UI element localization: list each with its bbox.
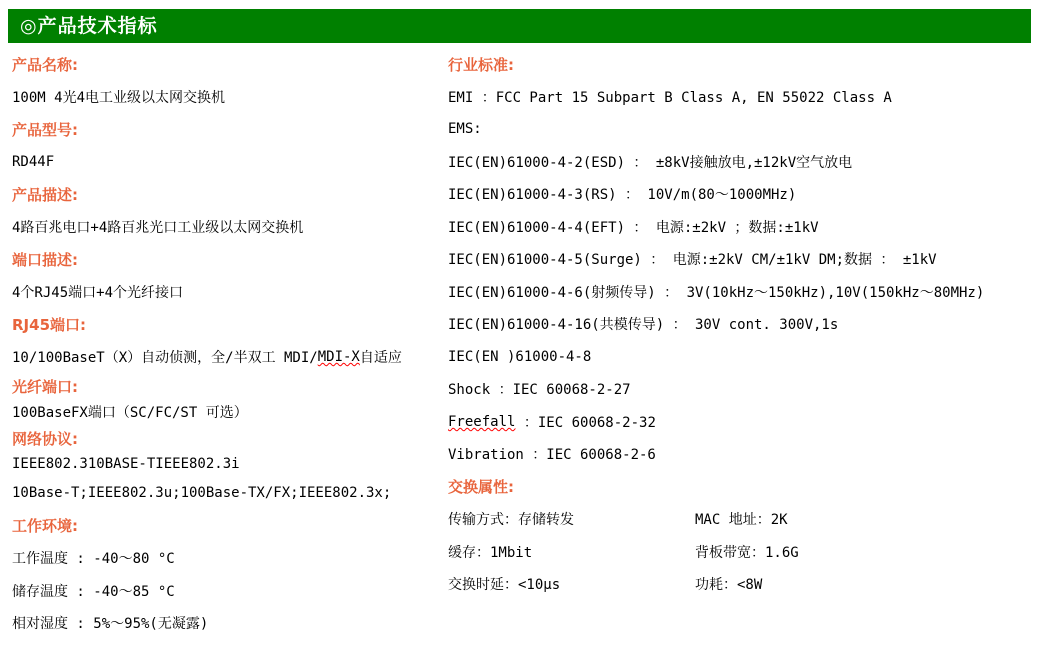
attribute-right: 背板带宽：1.6G	[695, 544, 799, 561]
spec-line: EMS:	[448, 121, 482, 138]
section-heading: 光纤端口:	[12, 377, 78, 396]
section-heading: 产品名称:	[12, 55, 78, 74]
spec-line	[448, 568, 1042, 601]
spec-line: IEC(EN)61000-4-3(RS) ： 10V/m(80～1000MHz)	[448, 187, 797, 204]
attribute-right: 功耗：<8W	[695, 577, 763, 594]
spec-line: IEC(EN )61000-4-8	[448, 348, 592, 365]
spec-line: Shock ：IEC 60068-2-27	[448, 382, 631, 399]
spec-line: 相对湿度 : 5%～95%(无凝露)	[12, 616, 209, 633]
section-heading: 端口描述:	[12, 250, 78, 269]
spec-line	[448, 406, 1042, 439]
section-heading: 网络协议:	[12, 429, 78, 448]
spec-text: ：IEC 60068-2-32	[515, 414, 656, 431]
spec-line	[448, 536, 1042, 569]
spec-line: 工作温度 : -40～80 °C	[12, 551, 175, 568]
attribute-left: 缓存：1Mbit	[448, 544, 533, 561]
spec-line: IEC(EN)61000-4-16(共模传导) ： 30V cont. 300V,1s	[448, 317, 839, 334]
attribute-left: 交换时延：<10μs	[448, 577, 561, 594]
spec-text: 10/100BaseT（X）自动侦测，全/半双工 MDI/	[12, 349, 318, 366]
section-heading: RJ45端口:	[12, 315, 87, 334]
section-heading: 交换属性:	[448, 478, 514, 497]
spec-line	[12, 341, 448, 374]
section-heading: 行业标准:	[448, 55, 514, 74]
spec-line: 100M 4光4电工业级以太网交换机	[12, 89, 226, 106]
spec-text: 自适应	[359, 349, 402, 366]
attribute-left: 传输方式：存储转发	[448, 512, 574, 529]
misspelled-word: MDI-X	[317, 348, 360, 365]
spec-line: EMI ：FCC Part 15 Subpart B Class A, EN 55022 Class A	[448, 89, 892, 106]
spec-line: 4路百兆电口+4路百兆光口工业级以太网交换机	[12, 219, 304, 236]
spec-line: IEC(EN)61000-4-6(射频传导) ： 3V(10kHz～150kHz),10V(150kHz～80MHz)	[448, 284, 985, 301]
misspelled-word: Freefall	[448, 413, 516, 430]
spec-line: 储存温度 : -40～85 °C	[12, 583, 175, 600]
right-column	[448, 48, 1042, 640]
spec-line: RD44F	[12, 153, 55, 170]
section-heading: 工作环境:	[12, 517, 78, 536]
section-heading: 产品描述:	[12, 185, 78, 204]
spec-content	[0, 48, 1042, 640]
spec-line: 10Base-T;IEEE802.3u;100Base-TX/FX;IEEE802.3x;	[12, 485, 392, 502]
page-title: ◎产品技术指标	[8, 9, 1031, 43]
spec-line: IEC(EN)61000-4-4(EFT) ： 电源:±2kV ；数据:±1kV	[448, 219, 819, 236]
spec-line: Vibration ：IEC 60068-2-6	[448, 447, 656, 464]
spec-line: IEC(EN)61000-4-5(Surge) ： 电源:±2kV CM/±1kV DM;数据 ： ±1kV	[448, 252, 937, 269]
section-heading: 产品型号:	[12, 120, 78, 139]
spec-line: 4个RJ45端口+4个光纤接口	[12, 284, 184, 301]
spec-line: IEEE802.310BASE-TIEEE802.3i	[12, 456, 240, 472]
spec-line: IEC(EN)61000-4-2(ESD) ： ±8kV接触放电,±12kV空气放电	[448, 154, 853, 171]
spec-line: 100BaseFX端口（SC/FC/ST 可选）	[12, 405, 248, 421]
left-column	[12, 48, 448, 640]
attribute-right: MAC 地址：2K	[695, 512, 788, 529]
spec-line	[448, 503, 1042, 536]
